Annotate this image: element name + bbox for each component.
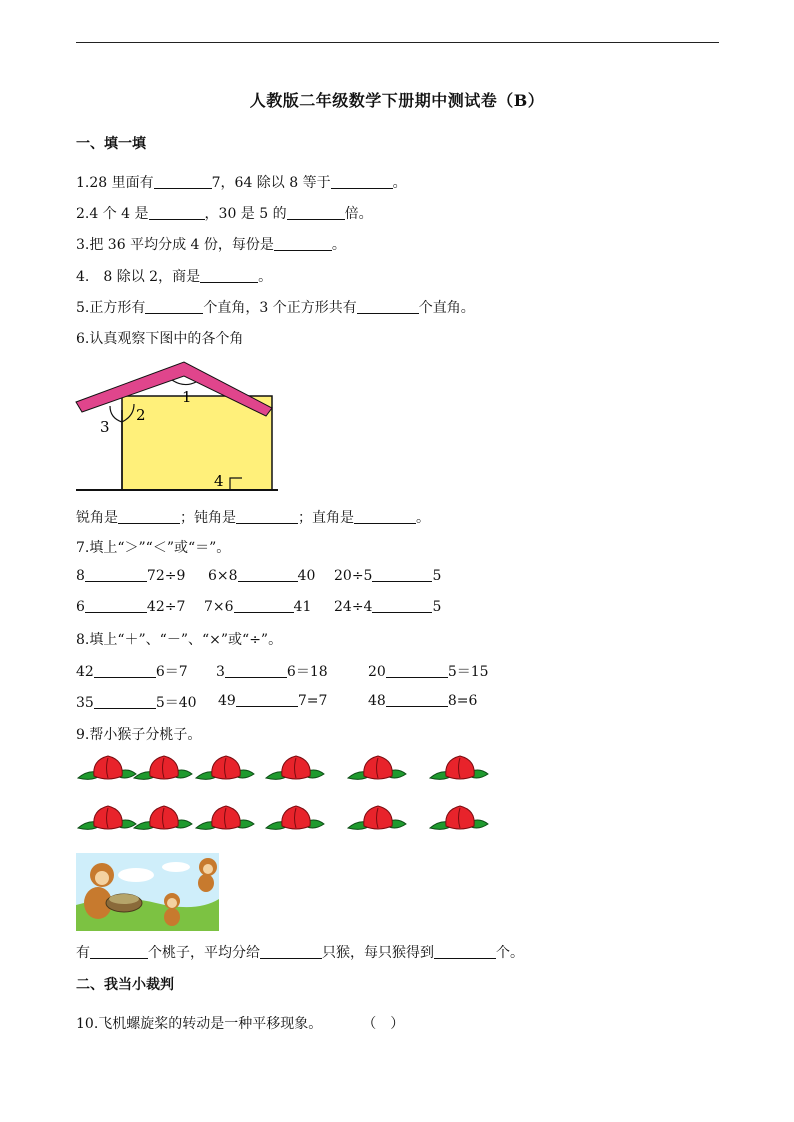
monkey-face — [95, 871, 109, 885]
q9-text-a: 有 — [76, 945, 90, 961]
compare-right: 5 — [432, 599, 442, 615]
q4-text-b: 。 — [258, 269, 273, 285]
compare-left: 24÷4 — [334, 599, 373, 615]
peach-icon — [348, 806, 406, 829]
page-title: 人教版二年级数学下册期中测试卷（B） — [249, 91, 545, 110]
operator-left: 20 — [368, 664, 386, 680]
compare-right: 72÷9 — [146, 568, 186, 584]
operator-right: 6＝7 — [155, 664, 188, 680]
peach-icon — [196, 806, 254, 829]
cloud-shape — [118, 868, 154, 882]
section-heading-fill: 一、填一填 — [76, 136, 146, 152]
compare-left: 20÷5 — [334, 568, 373, 584]
answer-parentheses[interactable]: （ ） — [362, 1016, 405, 1032]
question-6: 6.认真观察下图中的各个角 — [76, 331, 244, 347]
compare-right: 40 — [297, 568, 316, 584]
monkey-body — [164, 908, 180, 926]
peach-icon — [266, 806, 324, 829]
peach-icon — [134, 756, 192, 779]
compare-left: 8 — [76, 568, 85, 584]
operator-left: 42 — [76, 664, 94, 680]
q2-text-c: 倍。 — [344, 206, 373, 222]
q6-text-a: 锐角是 — [76, 510, 118, 526]
q5-text-b: 个直角，3 个正方形共有 — [203, 300, 357, 316]
question-9-answer — [76, 942, 524, 962]
peach-icon — [266, 756, 324, 779]
operator-left: 48 — [368, 693, 386, 709]
monkeys-picture — [76, 853, 219, 931]
question-7: 7.填上“＞”“＜”或“＝”。 — [76, 540, 231, 556]
q6-text-b: ；钝角是 — [180, 510, 236, 526]
basket-contents — [109, 894, 139, 904]
compare-right: 42÷7 — [146, 599, 186, 615]
q2-text-a: 2.4 个 4 是 — [76, 206, 149, 222]
operator-left: 35 — [76, 695, 94, 711]
q3-text-a: 3.把 36 平均分成 4 份，每份是 — [76, 237, 274, 253]
peach-icon — [196, 756, 254, 779]
monkey-body — [198, 874, 214, 892]
peach-icon — [78, 756, 136, 779]
operator-left: 3 — [216, 664, 225, 680]
compare-right: 5 — [432, 568, 442, 584]
answer-blank[interactable] — [434, 944, 496, 959]
q5-text-c: 个直角。 — [418, 300, 475, 316]
angle-label-3: 3 — [100, 418, 110, 436]
q9-text-d: 个。 — [496, 945, 524, 961]
peach-icon — [430, 806, 488, 829]
compare-right: 41 — [293, 599, 312, 615]
section-heading-judge: 二、我当小裁判 — [76, 977, 174, 993]
question-10 — [76, 1013, 404, 1033]
operator-left: 49 — [218, 693, 236, 709]
monkey-face — [203, 864, 213, 874]
q6-text-c: ；直角是 — [298, 510, 354, 526]
question-9: 9.帮小猴子分桃子。 — [76, 727, 202, 743]
peach-icon — [430, 756, 488, 779]
monkey-face — [167, 898, 177, 908]
answer-blank[interactable] — [90, 944, 148, 959]
peach-icon — [78, 806, 136, 829]
operator-right: 6＝18 — [286, 664, 328, 680]
q9-text-b: 个桃子，平均分给 — [148, 945, 260, 961]
peach-icon — [134, 806, 192, 829]
q1-text-c: 。 — [392, 175, 407, 191]
q3-text-b: 。 — [331, 237, 346, 253]
question-8: 8.填上“＋”、“－”、“×”或“÷”。 — [76, 632, 283, 648]
angle-label-4: 4 — [214, 472, 224, 490]
operator-right: 7=7 — [297, 693, 328, 709]
q5-text-a: 5.正方形有 — [76, 300, 146, 316]
q9-text-c: 只猴，每只猴得到 — [322, 945, 434, 961]
q1-text-b: 7，64 除以 8 等于 — [211, 175, 331, 191]
q2-text-b: ，30 是 5 的 — [204, 206, 287, 222]
cloud-shape — [162, 862, 190, 872]
q4-text-a: 4. 8 除以 2，商是 — [76, 269, 201, 285]
q6-text-d: 。 — [416, 510, 430, 526]
compare-left: 7×6 — [204, 599, 234, 615]
operator-right: 5＝40 — [155, 695, 197, 711]
operator-right: 8=6 — [447, 693, 478, 709]
angle-label-1: 1 — [182, 388, 192, 406]
operator-right: 5＝15 — [447, 664, 489, 680]
peach-icon — [348, 756, 406, 779]
compare-left: 6×8 — [208, 568, 238, 584]
answer-blank[interactable] — [260, 944, 322, 959]
compare-left: 6 — [76, 599, 85, 615]
q10-text: 10.飞机螺旋桨的转动是一种平移现象。 — [76, 1016, 323, 1032]
q1-text-a: 1.28 里面有 — [76, 175, 154, 191]
angle-label-2: 2 — [136, 406, 146, 424]
